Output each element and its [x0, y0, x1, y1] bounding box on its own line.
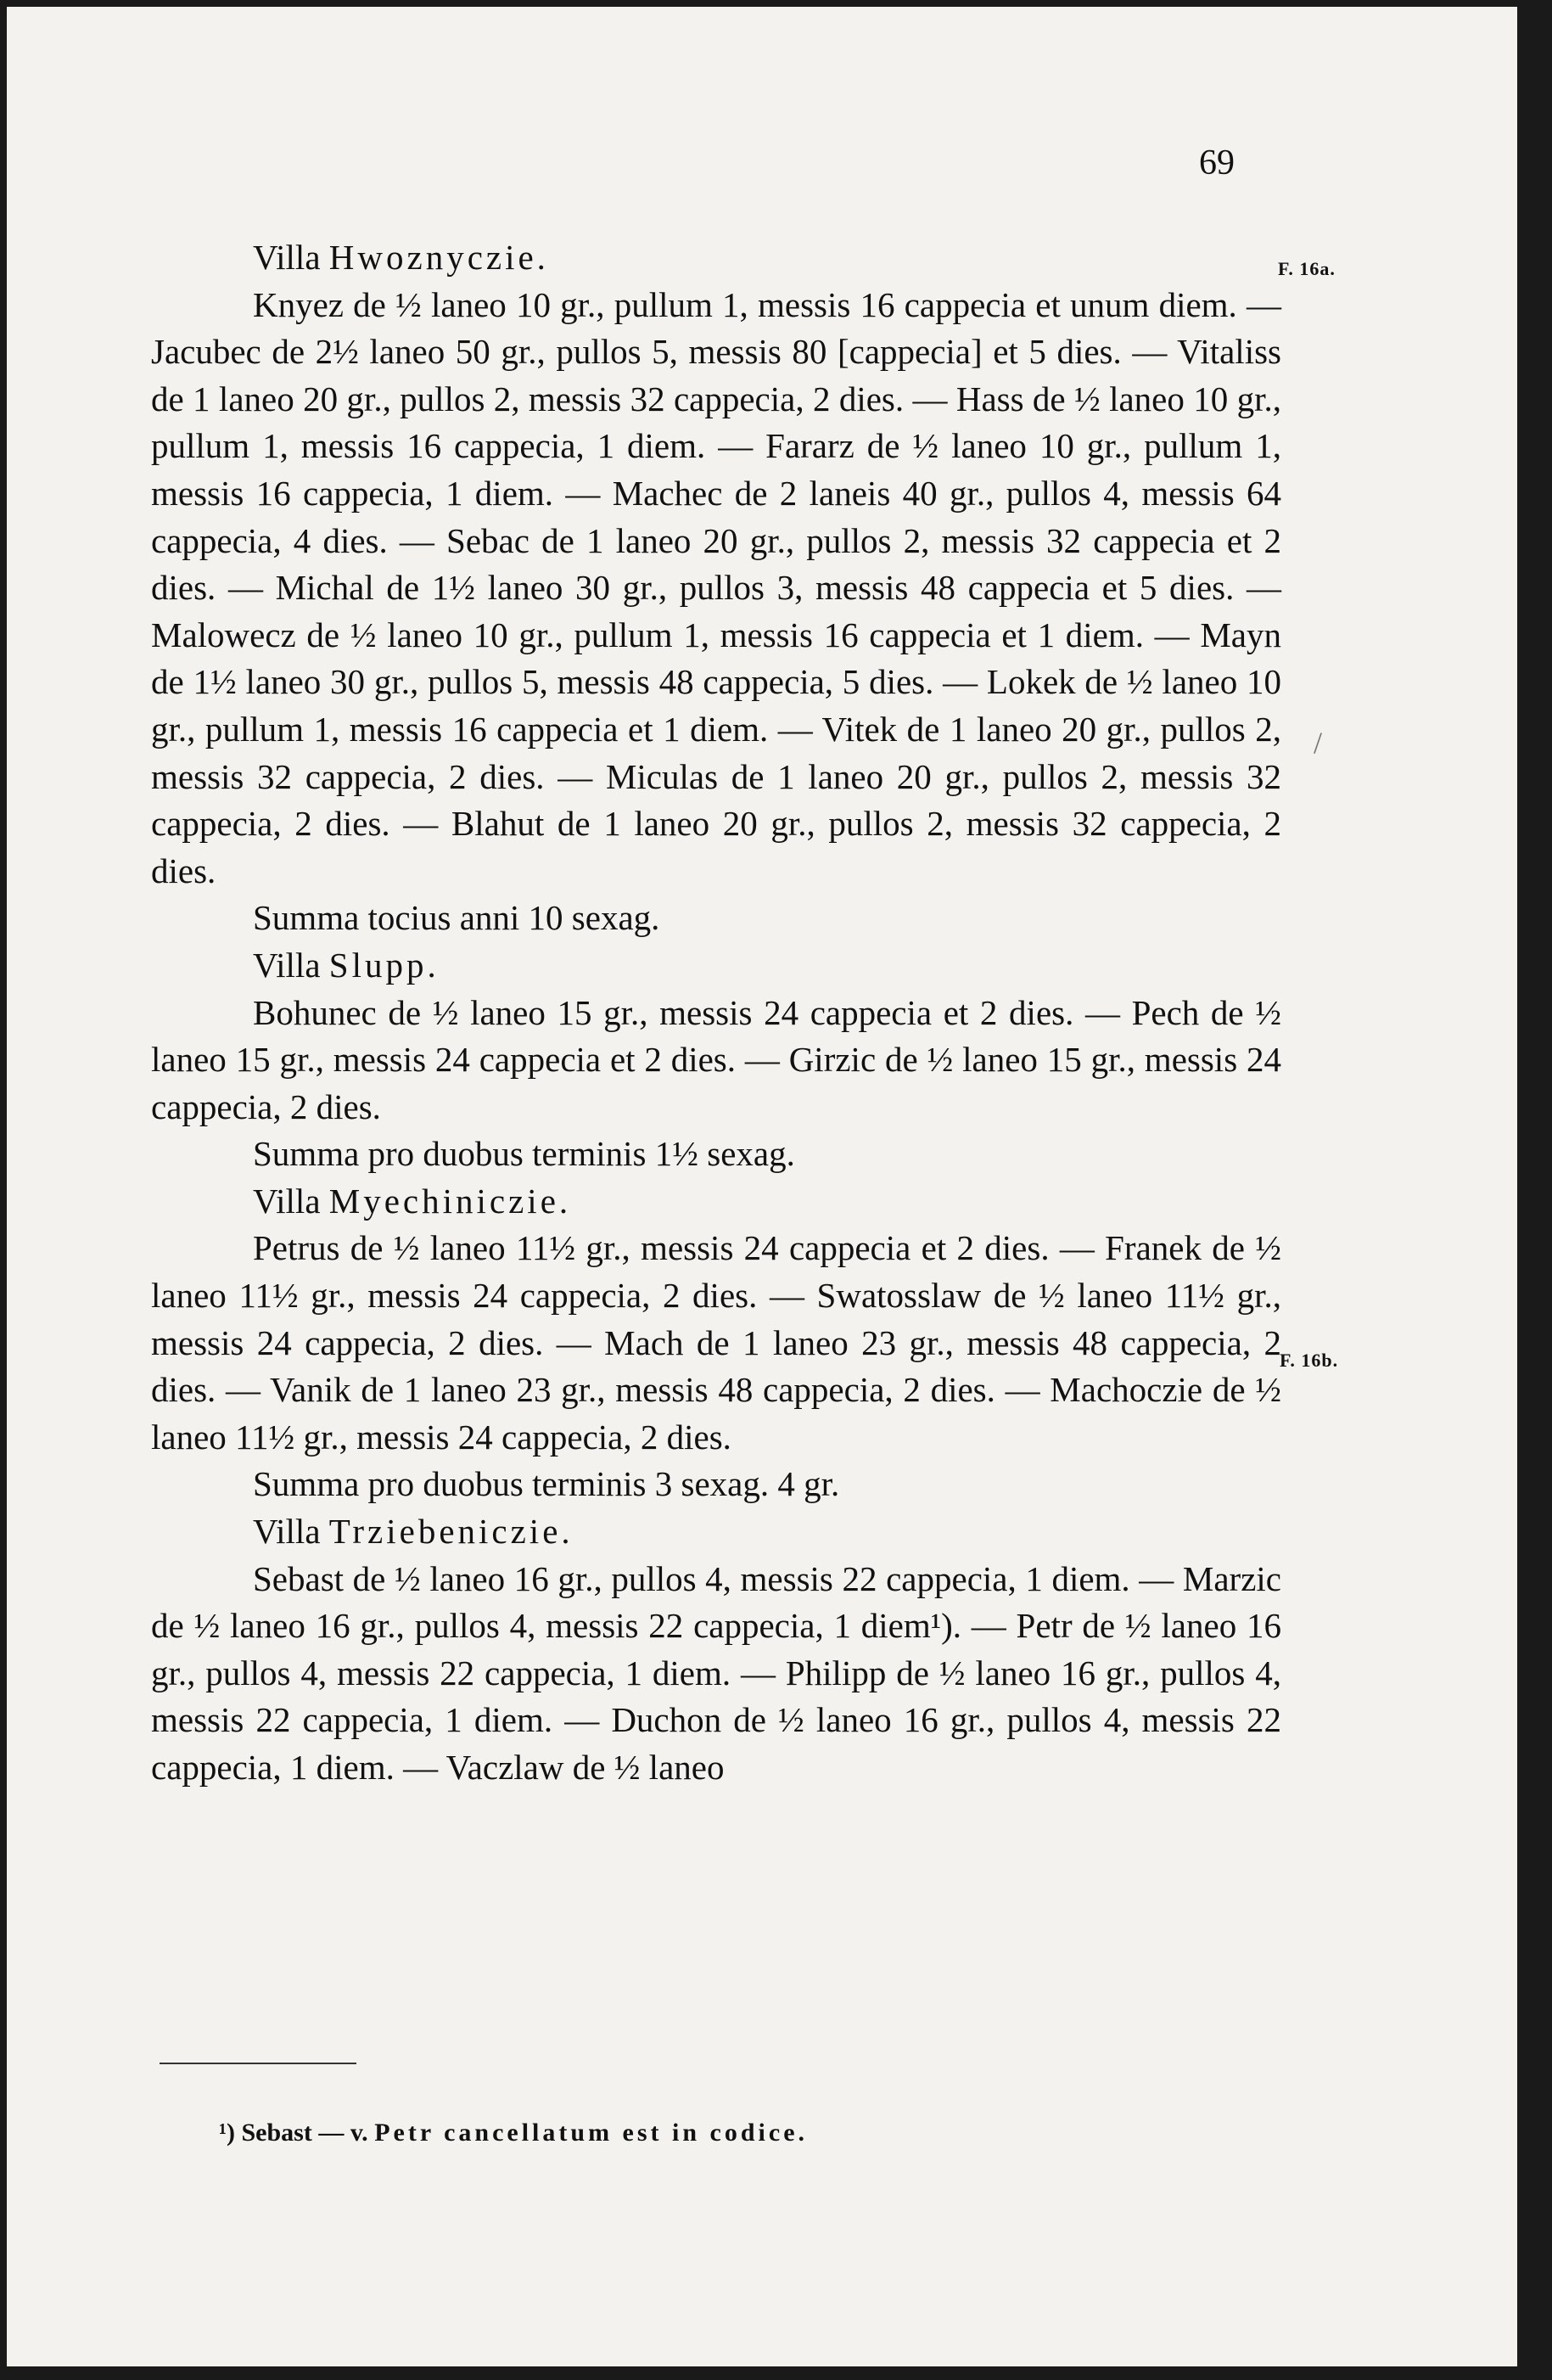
villa-label: Villa: [253, 1512, 321, 1552]
body-text: [151, 234, 1281, 1792]
villa-name: Trziebeniczie.: [328, 1512, 574, 1552]
villa-heading: [151, 1508, 1281, 1556]
folio-marker-16a: F. 16a.: [1278, 258, 1336, 279]
villa-paragraph: Bohunec de ½ laneo 15 gr., messis 24 cappecia et 2 dies. — Pech de ½ laneo 15 gr., messis 24 cappecia et 2 dies. — Girzic de ½ laneo 15 gr., messis 24 cappecia, 2 dies.: [151, 992, 1281, 1126]
margin-mark: /: [1314, 726, 1323, 760]
villa-label: Villa: [253, 1181, 321, 1221]
folio-marker-16b: F. 16b.: [1280, 1350, 1339, 1371]
summa-line: Summa pro duobus terminis 3 sexag. 4 gr.: [253, 1464, 840, 1504]
summa-line: Summa pro duobus terminis 1½ sexag.: [253, 1134, 795, 1174]
villa-name: Slupp.: [328, 945, 440, 985]
footnote-marker: ¹): [219, 2119, 235, 2147]
footnote-text-plain: Sebast — v.: [241, 2119, 368, 2147]
footnote-text-spaced: Petr cancellatum est in codice.: [374, 2119, 809, 2147]
page-number: 69: [1199, 143, 1235, 182]
villa-label: Villa: [253, 238, 321, 277]
footnote: [219, 2119, 1195, 2147]
villa-paragraph: Sebast de ½ laneo 16 gr., pullos 4, messis 22 cappecia, 1 diem. — Marzic de ½ laneo 16 gr., pullos 4, messis 22 cappecia, 1 diem¹). — Petr de ½ laneo 16 gr., pullos 4, messis 22 cappecia, 1 diem. — Philipp de ½ laneo 16 gr., pullos 4, messis 22 cappecia, 1 diem. — Duchon de ½ laneo 16 gr., pullos 4, messis 22 cappecia, 1 diem. — Vaczlaw de ½ laneo: [151, 1558, 1281, 1787]
villa-name: Myechiniczie.: [328, 1181, 572, 1221]
villa-heading: [151, 234, 1281, 282]
document-page: [7, 7, 1517, 2366]
villa-name: Hwoznyczie.: [328, 238, 549, 277]
summa-line: Summa tocius anni 10 sexag.: [253, 898, 660, 938]
villa-heading: [151, 942, 1281, 990]
villa-label: Villa: [253, 945, 321, 985]
footnote-rule: [160, 2063, 356, 2064]
villa-paragraph: Petrus de ½ laneo 11½ gr., messis 24 cappecia et 2 dies. — Franek de ½ laneo 11½ gr., messis 24 cappecia, 2 dies. — Swatosslaw de ½ laneo 11½ gr., messis 24 cappecia, 2 dies. — Mach de 1 laneo 23 gr., messis 48 cappecia, 2 dies. — Vanik de 1 laneo 23 gr., messis 48 cappecia, 2 dies. — Machoczie de ½ laneo 11½ gr., messis 24 cappecia, 2 dies.: [151, 1228, 1281, 1457]
villa-heading: [151, 1178, 1281, 1226]
villa-paragraph: Knyez de ½ laneo 10 gr., pullum 1, messis 16 cappecia et unum diem. — Jacubec de 2½ laneo 50 gr., pullos 5, messis 80 [cappecia] et 5 dies. — Vitaliss de 1 laneo 20 gr., pullos 2, messis 32 cappecia, 2 dies. — Hass de ½ laneo 10 gr., pullum 1, messis 16 cappecia, 1 diem. — Fararz de ½ laneo 10 gr., pullum 1, messis 16 cappecia, 1 diem. — Machec de 2 laneis 40 gr., pullos 4, messis 64 cappecia, 4 dies. — Sebac de 1 laneo 20 gr., pullos 2, messis 32 cappecia et 2 dies. — Michal de 1½ laneo 30 gr., pullos 3, messis 48 cappecia et 5 dies. — Malowecz de ½ laneo 10 gr., pullum 1, messis 16 cappecia et 1 diem. — Mayn de 1½ laneo 30 gr., pullos 5, messis 48 cappecia, 5 dies. — Lokek de ½ laneo 10 gr., pullum 1, messis 16 cappecia et 1 diem. — Vitek de 1 laneo 20 gr., pullos 2, messis 32 cappecia, 2 dies. — Miculas de 1 laneo 20 gr., pullos 2, messis 32 cappecia, 2 dies. — Blahut de 1 laneo 20 gr., pullos 2, messis 32 cappecia, 2 dies.: [151, 284, 1281, 890]
